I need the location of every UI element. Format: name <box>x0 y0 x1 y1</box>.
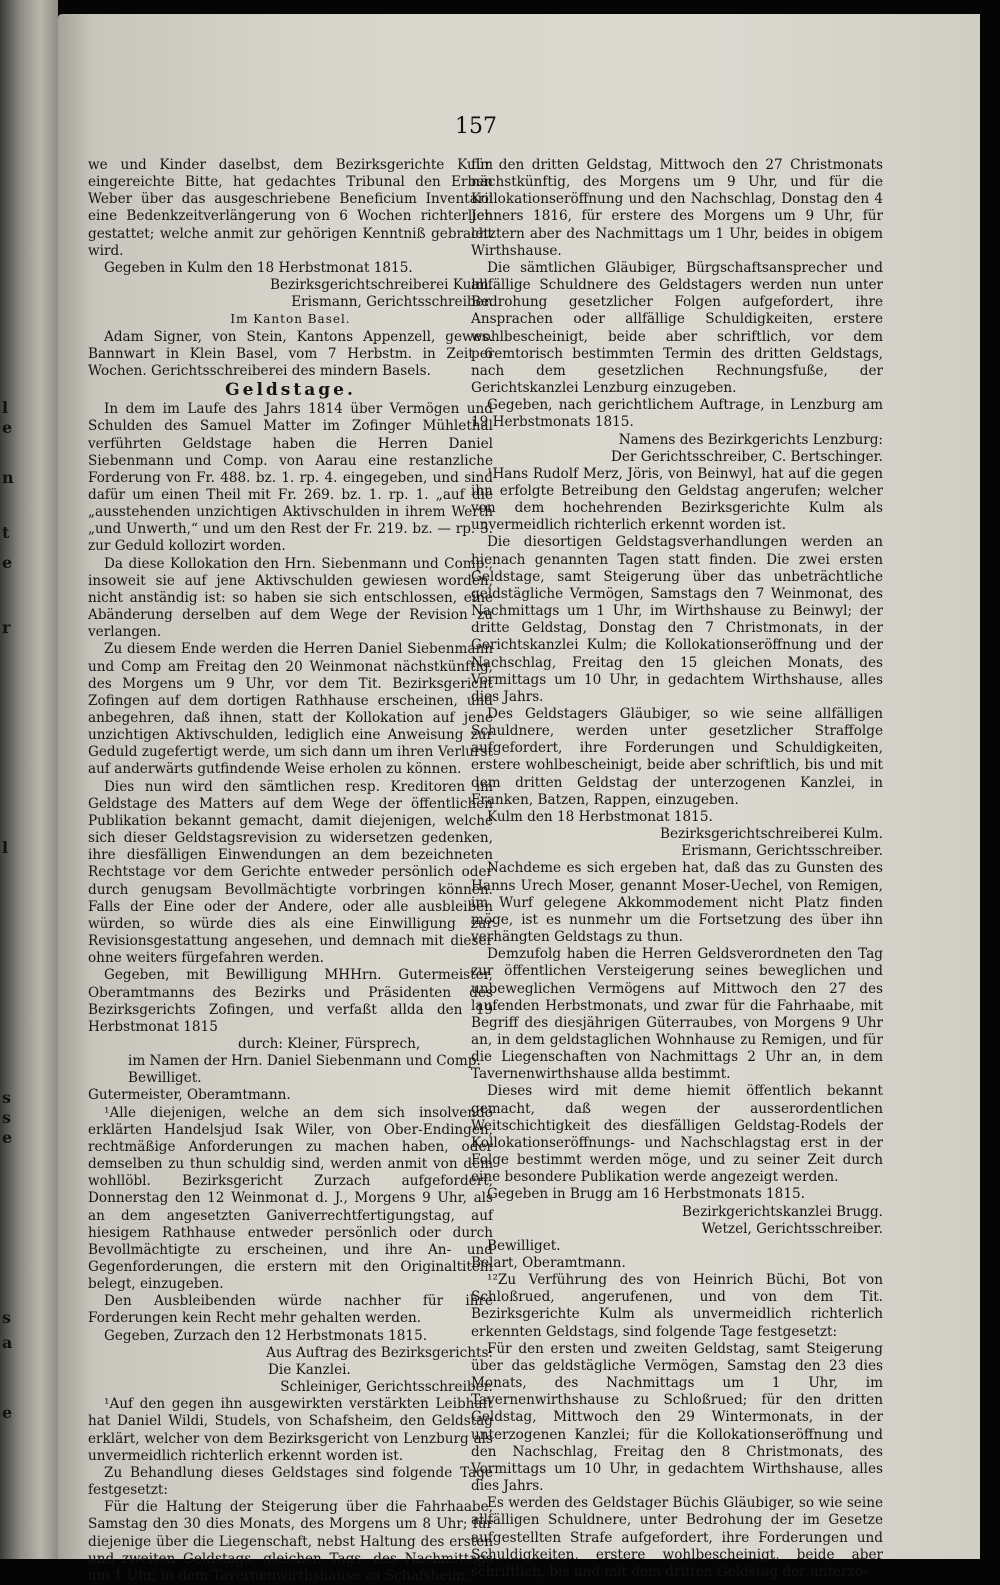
right-column-paragraph: Es werden des Geldstager Büchis Gläubiger, so wie seine allfälligen Schuldnere, unter Bedrohung der im Gesetze aufgestellten Strafe aufgefordert, ihre Forderungen und Schuldigkeiten, erstere wohlbescheinigt, beide aber schriftlich, bis und mit dem dritten Geldstag der unterzo- <box>471 1495 883 1580</box>
right-column <box>471 157 883 1581</box>
left-column-paragraph: Aus Auftrag des Bezirksgerichts: <box>266 1344 493 1361</box>
adjacent-page-fragment: e <box>2 553 13 572</box>
left-column-paragraph: durch: Kleiner, Fürsprech, <box>238 1035 421 1052</box>
left-column <box>88 157 493 1585</box>
adjacent-page-fragment: s <box>2 1088 12 1107</box>
right-column-paragraph: Bewilliget. <box>487 1237 561 1254</box>
right-column-paragraph: Für den ersten und zweiten Geldstag, samt Steigerung über das geldstägliche Vermögen, Samstag den 23 dies Monats, des Nachmittags um 1 Uhr, im Tavernenwirthshause zu Schloßrued; für den dritten Geldstag, Mittwoch den 29 Wintermonats, in der unterzogenen Kanzlei; für die Kollokationseröffnung und den Nachschlag, Freitag den 8 Christmonats, des Vormittags um 10 Uhr, in gedachtem Wirthshause, alles dies Jahrs. <box>471 1340 883 1495</box>
right-column-paragraph: Wetzel, Gerichtsschreiber. <box>701 1220 883 1237</box>
left-column-paragraph: ¹Auf den gegen ihn ausgewirkten verstärkten Leibhaft hat Daniel Wildi, Studels, von Schafsheim, den Geldstag erklärt, welcher von dem Bezirksgericht von Lenzburg als unvermeidlich richterlich erkennt worden ist. <box>88 1396 493 1464</box>
adjacent-page-fragment: a <box>2 1333 13 1352</box>
left-column-paragraph: we und Kinder daselbst, dem Bezirksgerichte Kulm eingereichte Bitte, hat gedachtes Tribunal den Erben Weber über das ausgeschriebene Beneficium Inventarii eine Bedenkzeitverlängerung von 6 Wochen richterlich gestattet; welche anmit zur gehörigen Kenntniß gebracht wird. <box>88 157 493 259</box>
right-column-paragraph: Erismann, Gerichtsschreiber. <box>681 843 883 860</box>
left-column-paragraph: Bewilliget. <box>128 1070 202 1087</box>
adjacent-page-fragment: r <box>2 618 11 637</box>
adjacent-page-fragment: t <box>2 523 10 542</box>
right-column-paragraph: Namens des Bezirkgerichts Lenzburg: <box>618 431 883 448</box>
left-column-paragraph: Schleiniger, Gerichtsschreiber. <box>280 1379 493 1396</box>
left-column-paragraph: Zu Behandlung dieses Geldstages sind folgende Tage festgesetzt: <box>88 1464 493 1499</box>
left-column-paragraph: Zu diesem Ende werden die Herren Daniel Siebenmann und Comp am Freitag den 20 Weinmonat nächstkünftig, des Morgens um 9 Uhr, vor dem Tit. Bezirksgericht Zofingen auf dem dortigen Rathhause erscheinen, und anbegehren, daß ihnen, statt der Kollokation auf jene unzichtigen Aktivschulden, lediglich eine Anweisung zur Geduld zugefertigt werde, um sich dann um ihren Verlurst auf anderwärts gutfindende Weise erholen zu können. <box>88 641 493 778</box>
left-column-paragraph: Für die Haltung der Steigerung über die Fahrhaabe, Samstag den 30 dies Monats, des Morgens um 8 Uhr; für diejenige über die Liegenschaft, nebst Haltung des ersten und zweiten Geldstags, gleichen Tags, des Nachmittags um 1 Uhr, in dem Tavernenwirthshause zu Schafsheim; <box>88 1499 493 1584</box>
adjacent-page-fragment: e <box>2 1128 13 1147</box>
left-column-paragraph: Geldstage. <box>225 380 356 401</box>
left-column-paragraph: Den Ausbleibenden würde nachher für ihre Forderungen kein Recht mehr gehalten werden. <box>88 1293 493 1327</box>
left-column-paragraph: Gegeben, Zurzach den 12 Herbstmonats 1815. <box>104 1327 428 1344</box>
right-column-paragraph: Demzufolg haben die Herren Geldsverordneten den Tag zur öffentlichen Versteigerung seines beweglichen und unbeweglichen Vermögens auf Mittwoch den 27 des laufenden Herbstmonats, und zwar für die Fahrhaabe, mit Begriff des diesjährigen Güterraubes, von Morgens 9 Uhr an, in dem geldstaglichen Wohnhause zu Remigen, und für die Liegenschaften von Nachmittags 2 Uhr an, in dem Tavernenwirthshause allda bestimmt. <box>471 946 883 1083</box>
right-column-paragraph: ¹Hans Rudolf Merz, Jöris, von Beinwyl, hat auf die gegen ihn erfolgte Betreibung den Geldstag angerufen; welcher von dem hochehrenden Bezirksgerichte Kulm als unvermeidlich richterlich erkennt worden ist. <box>471 465 883 534</box>
right-column-paragraph: ¹²Zu Verführung des von Heinrich Büchi, Bot von Schloßrued, angerufenen, und von dem Tit. Bezirksgerichte Kulm als unvermeidlich richterlich erkennten Geldstags, sind folgende Tage festgesetzt: <box>471 1272 883 1340</box>
right-column-paragraph: Die diesortigen Geldstagsverhandlungen werden an hienach genannten Tagen statt finden. Die zwei ersten Geldstage, samt Steigerung über das unbeträchtliche geldstägliche Vermögen, Samstags den 7 Weinmonat, des Nachmittags um 1 Uhr, im Wirthshause zu Beinwyl; der dritte Geldstag, Donstag den 7 Christmonats, in der Gerichtskanzlei Kulm; die Kollokationseröffnung und der Nachschlag, Freitag den 15 gleichen Monats, des Vormittags um 10 Uhr, in gedachtem Wirthshause, alles dies Jahrs. <box>471 534 883 705</box>
right-column-paragraph: Bezirksgerichtschreiberei Kulm. <box>659 826 883 843</box>
right-column-paragraph: Belart, Oberamtmann. <box>471 1255 626 1271</box>
right-column-paragraph: Bezirkgerichtskanzlei Brugg. <box>682 1203 883 1220</box>
left-column-paragraph: Gegeben in Kulm den 18 Herbstmonat 1815. <box>104 259 413 276</box>
adjacent-page-fragment: s <box>2 1308 12 1327</box>
left-column-paragraph: Adam Signer, von Stein, Kantons Appenzell, gewes. Bannwart in Klein Basel, vom 7 Herbstm. in Zeit 6 Wochen. Gerichtsschreiberei des mindern Basels. <box>88 328 493 379</box>
right-column-paragraph: Dieses wird mit deme hiemit öffentlich bekannt gemacht, daß wegen der ausserordentlichen Weitschichtigkeit des diesfälligen Geldstag-Rodels der Kollokationseröffnungs- und Nachschlagstag erst in der Folge bestimmt werden möge, und zu seiner Zeit durch eine besondere Publikation werde angezeigt werden. <box>471 1083 883 1186</box>
page-number: 157 <box>455 114 497 139</box>
left-column-paragraph: Dies nun wird den sämtlichen resp. Kreditoren im Geldstage des Matters auf dem Wege der öffentlichen Publikation bekannt gemacht, damit diejenigen, welche sich dieser Geldstagsrevision zu widersetzen gedenken, ihre diesfälligen Einwendungen an dem bezeichneten Rechtstage vor dem Gerichte entweder persönlich oder durch genugsam Bevollmächtigte vorbringen können. Falls der Eine oder der Andere, oder alle ausbleiben würden, so würde dies als eine Einwilligung zur Revisionsgestattung angesehen, und demnach mit dieser ohne weiters fürgefahren werden. <box>88 778 493 967</box>
left-column-paragraph: Gegeben, mit Bewilligung MHHrn. Gutermeister, Oberamtmanns des Bezirks und Präsidenten des Bezirksgerichts Zofingen, und verfaßt allda den 19 Herbstmonat 1815 <box>88 967 493 1035</box>
adjacent-page-fragment: n <box>2 468 14 487</box>
adjacent-page-fragment: l <box>2 838 9 857</box>
adjacent-page-fragment: e <box>2 418 13 437</box>
left-column-paragraph: Erismann, Gerichtsschreiber. <box>291 294 493 311</box>
right-column-paragraph: Gegeben in Brugg am 16 Herbstmonats 1815. <box>487 1186 805 1203</box>
left-column-paragraph: In dem im Laufe des Jahrs 1814 über Vermögen und Schulden des Samuel Matter im Zofinger Mühlethal verführten Geldstage haben die Herren Daniel Siebenmann und Comp. von Aarau eine restanzliche Forderung von Fr. 488. bz. 1. rp. 4. eingegeben, und sind dafür um einen Theil mit Fr. 269. bz. 1. rp. 1. „auf die „ausstehenden unzichtigen Aktivschulden in ihrem Werth „und Unwerth,“ und um den Rest der Fr. 219. bz. — rp. 3. zur Geduld kollozirt worden. <box>88 401 493 555</box>
right-column-paragraph: Gegeben, nach gerichtlichem Auftrage, in Lenzburg am 19 Herbstmonats 1815. <box>471 397 883 431</box>
left-column-paragraph: im Namen der Hrn. Daniel Siebenmann und Comp. <box>128 1053 481 1070</box>
newspaper-page <box>58 14 980 1584</box>
adjacent-page-fragment: e <box>2 1403 13 1422</box>
left-column-paragraph: Gutermeister, Oberamtmann. <box>88 1087 291 1104</box>
left-column-paragraph: Bezirksgerichtschreiberei Kulm. <box>269 277 493 294</box>
adjacent-page-fragment: s <box>2 1108 12 1127</box>
right-column-paragraph: Kulm den 18 Herbstmonat 1815. <box>487 808 713 825</box>
left-column-paragraph: Im Kanton Basel. <box>230 312 351 327</box>
right-column-paragraph: Der Gerichtsschreiber, C. Bertschinger. <box>610 448 883 465</box>
left-column-paragraph: Da diese Kollokation den Hrn. Siebenmann und Comp., insoweit sie auf jene Aktivschulden gewiesen worden, nicht anständig ist: so haben sie sich entschlossen, eine Abänderung derselben auf dem Wege der Revision zu verlangen. <box>88 555 493 641</box>
left-column-paragraph: ¹Alle diejenigen, welche an dem sich insolvendo erklärten Handelsjud Isak Wiler, von Ober-Endingen, rechtmäßige Anforderungen zu machen haben, oder demselben zu thun schuldig sind, werden anmit von dem wohllöbl. Bezirksgericht Zurzach aufgefordert, Donnerstag den 12 Weinmonat d. J., Morgens 9 Uhr, als an dem angesetzten Ganiverrechtfertigungstag, auf hiesigem Rathhause entweder persönlich oder durch Bevollmächtigte zu erscheinen, und ihre An- und Gegenforderungen, die erstern mit den Originaltiteln belegt, einzugeben. <box>88 1104 493 1293</box>
right-column-paragraph: für den dritten Geldstag, Mittwoch den 27 Christmonats nächstkünftig, des Morgens um 9 Uhr, und für die Kollokationseröffnung und den Nachschlag, Donstag den 4 Jenners 1816, für erstere des Morgens um 9 Uhr, für letztern aber des Nachmittags um 1 Uhr, beides in obigem Wirthshause. <box>471 157 883 259</box>
right-column-paragraph: Nachdeme es sich ergeben hat, daß das zu Gunsten des Hanns Urech Moser, genannt Moser-Uechel, von Remigen, im Wurf gelegene Akkommodement nicht Platz finden möge, ist es nunmehr um die Fortsetzung des über ihn verhängten Geldstags zu thun. <box>471 860 883 946</box>
left-column-paragraph: Die Kanzlei. <box>268 1361 351 1378</box>
right-column-paragraph: Die sämtlichen Gläubiger, Bürgschaftsansprecher und allfällige Schuldnere des Geldstagers werden nun unter Bedrohung gesetzlicher Folgen aufgefordert, ihre Ansprachen oder allfällige Schuldigkeiten, erstere wohlbescheinigt, beide aber schriftlich, vor dem peremtorisch bestimmten Termin des dritten Geldstags, nach dem gesetzlichen Rechnungsfuße, der Gerichtskanzlei Lenzburg einzugeben. <box>471 259 883 397</box>
adjacent-page-fragment: l <box>2 398 9 417</box>
right-column-paragraph: Des Geldstagers Gläubiger, so wie seine allfälligen Schuldnere, werden unter gesetzlicher Straffolge aufgefordert, ihre Forderungen und Schuldigkeiten, erstere wohlbescheinigt, beide aber schriftlich, bis und mit dem dritten Geldstag der unterzogenen Kanzlei, in Franken, Batzen, Rappen, einzugeben. <box>471 706 883 808</box>
